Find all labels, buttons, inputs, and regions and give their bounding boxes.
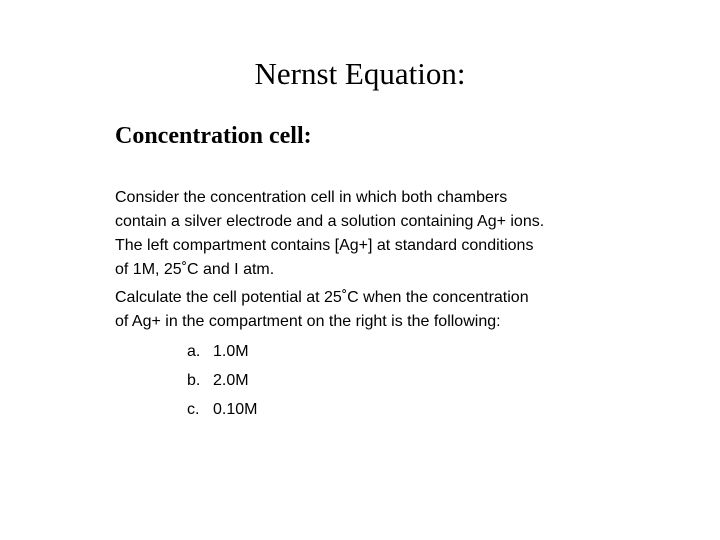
- option-value: 2.0M: [213, 372, 249, 389]
- option-letter: c.: [187, 401, 200, 418]
- text-line: Calculate the cell potential at 25˚C when the concentration: [115, 289, 529, 306]
- option-c: [115, 395, 675, 424]
- problem-context: [115, 186, 675, 282]
- option-letter: a.: [187, 343, 201, 360]
- text-line: contain a silver electrode and a solution containing Ag+ ions.: [115, 213, 545, 230]
- slide-subtitle: Concentration cell:: [115, 123, 312, 149]
- slide-body: [115, 186, 675, 424]
- option-b: [115, 366, 675, 395]
- option-a: [115, 337, 675, 366]
- text-line: of 1M, 25˚C and I atm.: [115, 261, 275, 278]
- option-value: 0.10M: [213, 401, 258, 418]
- slide-title: Nernst Equation:: [254, 56, 466, 91]
- option-letter: b.: [187, 372, 201, 389]
- answer-options: [115, 337, 675, 424]
- text-line: of Ag+ in the compartment on the right is the following:: [115, 313, 501, 330]
- problem-question: [115, 286, 675, 334]
- option-value: 1.0M: [213, 343, 249, 360]
- text-line: The left compartment contains [Ag+] at standard conditions: [115, 237, 534, 254]
- text-line: Consider the concentration cell in which both chambers: [115, 189, 508, 206]
